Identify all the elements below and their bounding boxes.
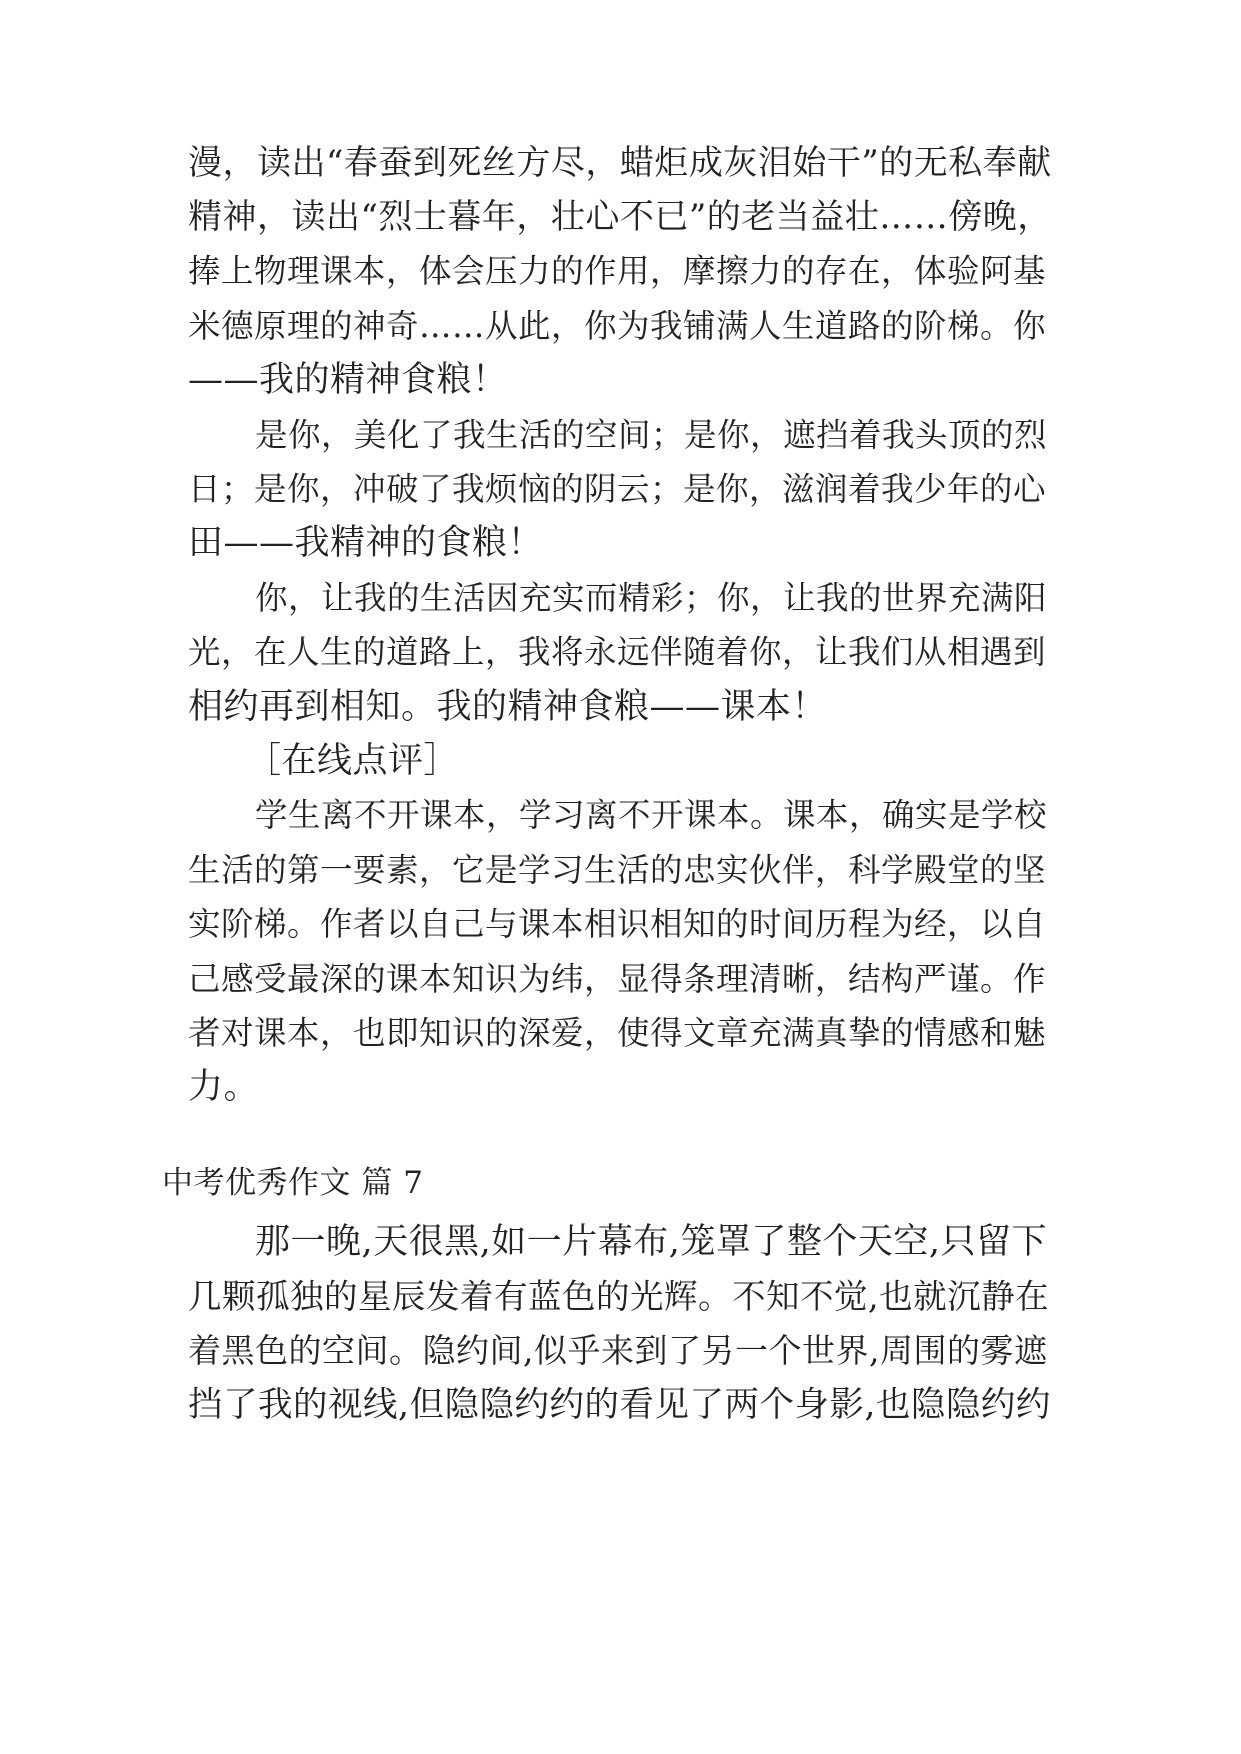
- text-line: 着黑色的空间。隐约间,似乎来到了另一个世界,周围的雾遮: [188, 1331, 1048, 1370]
- text-line: 田——我精神的食粮！: [188, 523, 544, 563]
- text-line: 学生离不开课本，学习离不开课本。课本，确实是学校: [255, 796, 1048, 834]
- text-line: 己感受最深的课本知识为纬，显得条理清晰，结构严谨。作: [188, 960, 1047, 998]
- text-line: 你，让我的生活因充实而精彩；你，让我的世界充满阳: [255, 579, 1048, 617]
- text-line: 精神，读出“烈士暮年，壮心不已”的老当益壮……傍晚，: [188, 197, 1052, 237]
- text-line: 米德原理的神奇……从此，你为我铺满人生道路的阶梯。你: [188, 307, 1047, 345]
- text-line: 那一晚,天很黑,如一片幕布,笼罩了整个天空,只留下: [255, 1222, 1048, 1262]
- section-heading: 中考优秀作文 篇 7: [162, 1165, 424, 1201]
- text-line: 挡了我的视线,但隐隐约约的看见了两个身影,也隐隐约约: [188, 1385, 1051, 1425]
- text-line: 捧上物理课本，体会压力的作用，摩擦力的存在，体验阿基: [188, 252, 1047, 290]
- text-line: ——我的精神食粮！: [188, 360, 508, 400]
- text-line: 生活的第一要素，它是学习生活的忠实伙伴，科学殿堂的坚: [188, 851, 1047, 889]
- text-line: 实阶梯。作者以自己与课本相识相知的时间历程为经，以自: [188, 905, 1047, 943]
- text-line: 者对课本，也即知识的深爱，使得文章充满真挚的情感和魅: [188, 1014, 1047, 1052]
- text-line: 光，在人生的道路上，我将永远伴随着你，让我们从相遇到: [188, 633, 1047, 671]
- text-line: 力。: [188, 1067, 260, 1107]
- text-line: 是你，美化了我生活的空间；是你，遮挡着我头顶的烈: [255, 416, 1048, 454]
- text-line: 相约再到相知。我的精神食粮——课本！: [188, 687, 828, 727]
- text-line: 漫，读出“春蚕到死丝方尽，蜡炬成灰泪始干”的无私奉献: [188, 143, 1052, 183]
- text-line: 几颗孤独的星辰发着有蓝色的光辉。不知不觉,也就沉静在: [188, 1277, 1050, 1316]
- online-review-label: ［在线点评］: [246, 741, 460, 781]
- text-line: 日；是你，冲破了我烦恼的阴云；是你，滋润着我少年的心: [188, 470, 1047, 508]
